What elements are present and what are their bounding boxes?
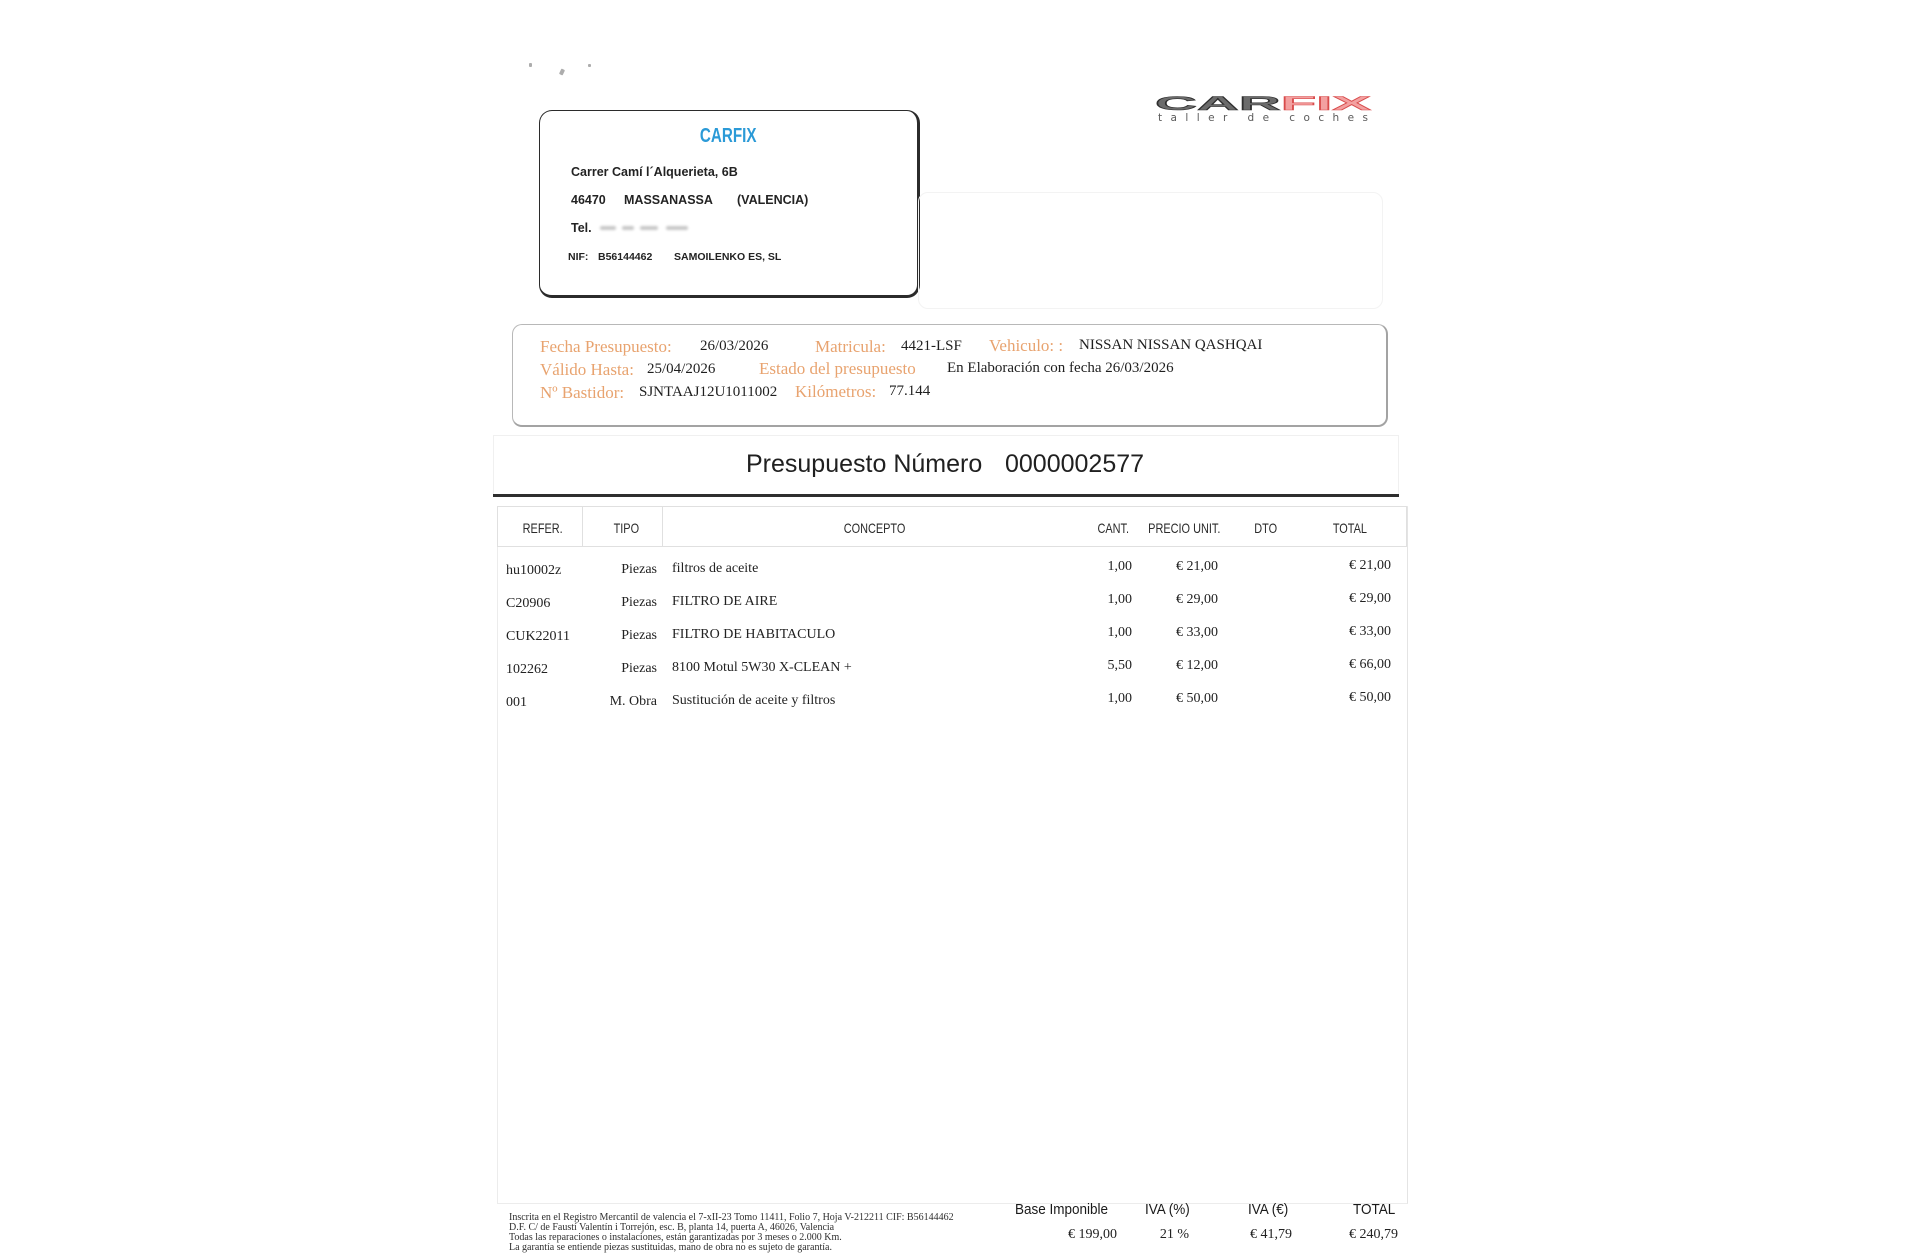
estado-value: En Elaboración con fecha 26/03/2026 [947, 360, 1174, 376]
bastidor-label: Nº Bastidor: [540, 383, 625, 402]
row-precio: € 29,00 [1176, 592, 1218, 607]
redacted-phone-number [600, 224, 696, 233]
header-dto-text: DTO [1254, 520, 1278, 536]
header-concepto-text: CONCEPTO [844, 520, 906, 536]
valido-value: 25/04/2026 [647, 361, 716, 377]
fecha-label: Fecha Presupuesto: [540, 337, 672, 356]
carfix-logo [1153, 92, 1375, 124]
matricula-value: 4421-LSF [901, 338, 962, 354]
iva-percent-label: IVA (%) [1145, 1201, 1190, 1218]
title-underline [493, 494, 1399, 497]
header-cant-text: CANT. [1097, 520, 1129, 536]
row-concepto: 8100 Motul 5W30 X-CLEAN + [672, 660, 852, 675]
row-cant: 1,00 [1107, 691, 1132, 706]
legal-line: La garantía se entiende piezas sustituidas, mano de obra no es sujeto de garantía. [509, 1242, 832, 1253]
row-ref: 001 [506, 695, 527, 710]
row-total: € 50,00 [1349, 690, 1391, 705]
row-tipo: M. Obra [609, 694, 657, 709]
row-precio: € 33,00 [1176, 625, 1218, 640]
company-city: MASSANASSA [624, 193, 713, 207]
header-concepto [820, 520, 930, 537]
company-info-box [539, 110, 920, 298]
iva-amount-value: € 41,79 [1250, 1227, 1292, 1242]
row-total: € 21,00 [1349, 558, 1391, 573]
row-tipo: Piezas [621, 661, 657, 676]
row-cant: 5,50 [1107, 658, 1132, 673]
total-label: TOTAL [1353, 1201, 1396, 1218]
iva-percent-value: 21 % [1159, 1227, 1189, 1242]
quote-number: 0000002577 [1005, 450, 1145, 478]
header-tipo-text: TIPO [613, 520, 639, 536]
header-precio-unit-text: PRECIO UNIT. [1147, 520, 1221, 536]
row-tipo: Piezas [621, 562, 657, 577]
matricula-label: Matricula: [815, 337, 886, 356]
header-refer-text: REFER. [522, 520, 564, 536]
row-precio: € 21,00 [1176, 559, 1218, 574]
logo-fix-text: FIX [1280, 94, 1311, 115]
header-tipo [571, 520, 681, 537]
legal-line: D.F. C/ de Faustí Valentín i Torrejón, esc. B, planta 14, puerta A, 46026, Valencia [509, 1222, 835, 1233]
row-total: € 29,00 [1349, 591, 1391, 606]
scan-speck [559, 68, 565, 75]
row-concepto: filtros de aceite [672, 561, 759, 576]
company-tel-label: Tel. [571, 221, 592, 235]
row-ref: 102262 [506, 662, 548, 677]
quote-info-box [512, 324, 1388, 427]
row-cant: 1,00 [1107, 559, 1132, 574]
quote-title-label: Presupuesto Número [746, 450, 983, 478]
company-legal-name: SAMOILENKO ES, SL [674, 251, 782, 263]
company-address: Carrer Camí l´Alquerieta, 6B [571, 165, 738, 179]
scan-speck [588, 64, 591, 67]
row-cant: 1,00 [1107, 592, 1132, 607]
iva-amount-label: IVA (€) [1248, 1201, 1289, 1218]
fecha-value: 26/03/2026 [700, 338, 769, 354]
base-imponible-label: Base Imponible [1015, 1201, 1109, 1218]
row-concepto: Sustitución de aceite y filtros [672, 693, 836, 708]
legal-line: Todas las reparaciones o instalaciones, están garantizadas por 3 meses o 2.000 Km. [509, 1232, 842, 1243]
kilometros-label: Kilómetros: [795, 382, 877, 401]
row-total: € 66,00 [1349, 657, 1391, 672]
row-total: € 33,00 [1349, 624, 1391, 639]
row-tipo: Piezas [621, 595, 657, 610]
company-name [540, 124, 917, 150]
estado-label: Estado del presupuesto [759, 359, 916, 378]
row-precio: € 50,00 [1176, 691, 1218, 706]
company-province: (VALENCIA) [737, 193, 809, 207]
row-precio: € 12,00 [1176, 658, 1218, 673]
row-concepto: FILTRO DE AIRE [672, 594, 778, 609]
company-nif-label: NIF: [568, 251, 589, 263]
legal-line: Inscrita en el Registro Mercantil de valencia el 7-xII-23 Tomo 11411, Folio 7, Hoja V-212211 CIF: B56144462 [509, 1212, 954, 1223]
bastidor-value: SJNTAAJ12U1011002 [639, 384, 778, 400]
row-concepto: FILTRO DE HABITACULO [672, 627, 836, 642]
row-tipo: Piezas [621, 628, 657, 643]
row-ref: CUK22011 [506, 629, 571, 644]
header-total [1295, 520, 1405, 537]
row-ref: hu10002z [506, 563, 562, 578]
company-name-text: CARFIX [700, 125, 757, 147]
logo-tagline: taller de coches [1158, 112, 1368, 124]
grand-total-value: € 240,79 [1349, 1227, 1398, 1242]
header-total-text: TOTAL [1332, 520, 1368, 536]
base-imponible-value: € 199,00 [1068, 1227, 1117, 1242]
row-cant: 1,00 [1107, 625, 1132, 640]
logo-car-text: CAR [1155, 94, 1197, 115]
faint-empty-box [918, 192, 1383, 309]
company-postal-code: 46470 [571, 193, 606, 207]
row-ref: C20906 [506, 596, 551, 611]
scan-speck [529, 63, 532, 67]
valido-label: Válido Hasta: [540, 360, 634, 379]
company-nif: B56144462 [598, 251, 653, 263]
vehiculo-value: NISSAN NISSAN QASHQAI [1079, 337, 1263, 353]
kilometros-value: 77.144 [889, 383, 931, 399]
vehiculo-label: Vehiculo: : [989, 336, 1064, 355]
